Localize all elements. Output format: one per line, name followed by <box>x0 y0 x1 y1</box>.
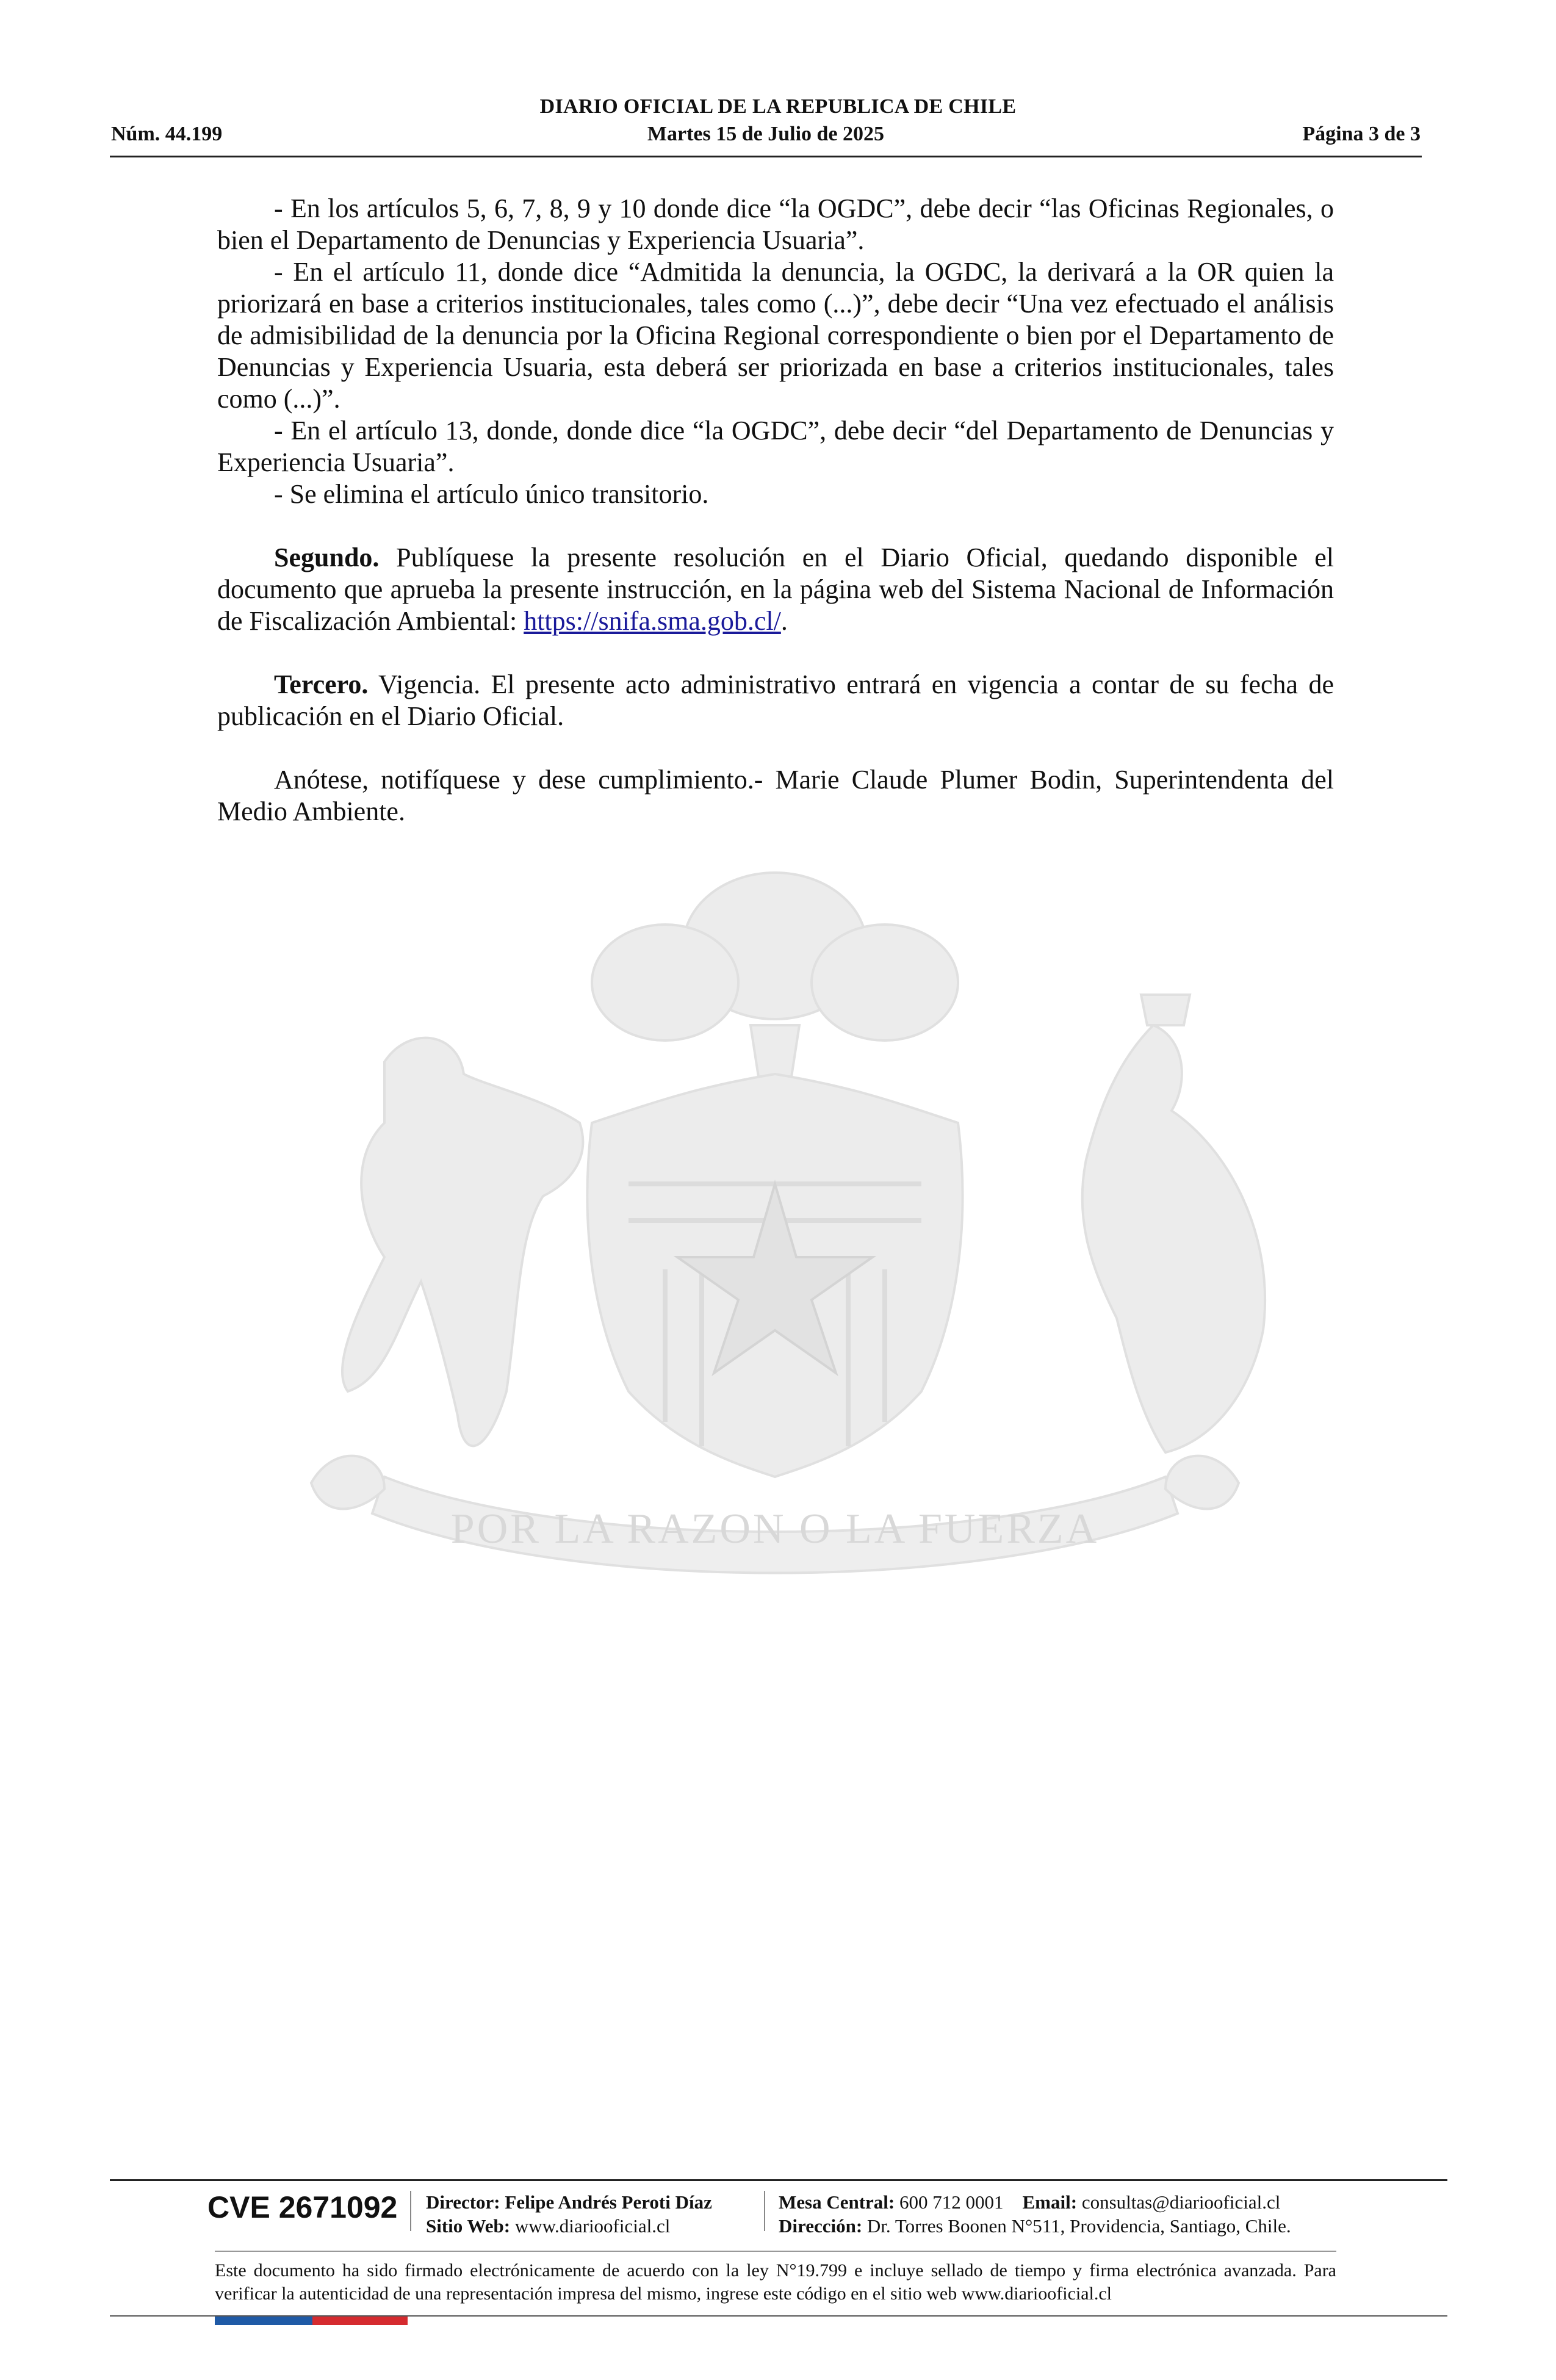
footer-contact-block <box>779 2190 1291 2238</box>
mesa-value: 600 712 0001 <box>899 2191 1004 2213</box>
address-value: Dr. Torres Boonen N°511, Providencia, Santiago, Chile. <box>866 2215 1291 2237</box>
footer-divider-mid <box>215 2251 1336 2252</box>
mesa-label: Mesa Central: <box>779 2191 895 2213</box>
segundo-paragraph: Segundo. Publíquese la presente resolución en el Diario Oficial, quedando disponible el documento que aprueba la presente instrucción, en la página web del Sistema Nacional de Información de Fiscalización Ambiental: https://snifa.sma.gob.cl/. <box>217 543 1334 636</box>
motto-text: POR LA RAZON O LA FUERZA <box>450 1506 1100 1552</box>
amendment-article-11: - En el artículo 11, donde dice “Admitida la denuncia, la OGDC, la derivará a la OR quien la priorizará en base a criterios institucionales, tales como (...)”, debe decir “Una vez efectuado el análisis de admisibilidad de la denuncia por la Oficina Regional correspondiente o bien por el Departamento de Denuncias y Experiencia Usuaria, esta deberá ser priorizada en base a criterios institucionales, tales como (...)”. <box>217 257 1334 414</box>
coat-of-arms-watermark <box>201 842 1349 1672</box>
tercero-label: Tercero. <box>274 669 369 699</box>
footer-separator <box>410 2191 411 2231</box>
condor-icon <box>1082 1025 1265 1452</box>
director-name: Felipe Andrés Peroti Díaz <box>505 2191 712 2213</box>
address-label: Dirección: <box>779 2215 863 2237</box>
header-divider <box>110 156 1422 157</box>
web-value: www.diariooficial.cl <box>514 2215 671 2237</box>
issue-number: Núm. 44.199 <box>111 123 223 145</box>
email-value: consultas@diariooficial.cl <box>1081 2191 1281 2213</box>
snifa-link[interactable]: https://snifa.sma.gob.cl/ <box>524 606 781 636</box>
closing-signature: Anótese, notifíquese y dese cumplimiento.- Marie Claude Plumer Bodin, Superintendenta del Medio Ambiente. <box>217 765 1334 826</box>
director-label: Director: <box>426 2191 500 2213</box>
issue-date: Martes 15 de Julio de 2025 <box>647 123 885 145</box>
crown-icon <box>1141 995 1190 1025</box>
tercero-text: Vigencia. El presente acto administrativo entrará en vigencia a contar de su fecha de publicación en el Diario Oficial. <box>217 669 1334 731</box>
amendment-article-13: - En el artículo 13, donde, donde dice “la OGDC”, debe decir “del Departamento de Denuncias y Experiencia Usuaria”. <box>217 416 1334 477</box>
email-label: Email: <box>1022 2191 1078 2213</box>
footer-separator <box>764 2191 765 2231</box>
footer-director-block <box>426 2190 712 2238</box>
flag-stripe-blue <box>215 2317 312 2325</box>
web-label: Sitio Web: <box>426 2215 511 2237</box>
tercero-paragraph <box>217 669 1334 732</box>
plume-left-icon <box>592 925 738 1040</box>
plume-right-icon <box>812 925 958 1040</box>
flag-stripe-red <box>312 2317 408 2325</box>
amendment-transitory-article: - Se elimina el artículo único transitorio. <box>274 479 709 509</box>
page-indicator: Página 3 de 3 <box>1302 123 1421 145</box>
amendment-articles-5-10: - En los artículos 5, 6, 7, 8, 9 y 10 donde dice “la OGDC”, debe decir “las Oficinas Regionales, o bien el Departamento de Denuncias y Experiencia Usuaria”. <box>217 193 1334 255</box>
huemul-icon <box>342 1038 583 1446</box>
document-body <box>217 193 1334 828</box>
segundo-label: Segundo. <box>274 543 380 572</box>
cve-code: CVE 2671092 <box>207 2190 398 2224</box>
footer-divider-top <box>110 2179 1447 2181</box>
legal-notice: Este documento ha sido firmado electrónicamente de acuerdo con la ley N°19.799 e incluye sellado de tiempo y firma electrónica avanzada. Para verificar la autenticidad de una representación impresa del mismo, ingrese este código en el sitio web www.diariooficial.cl <box>215 2260 1336 2304</box>
newspaper-title: DIARIO OFICIAL DE LA REPUBLICA DE CHILE <box>539 95 1017 118</box>
segundo-text: Publíquese la presente resolución en el Diario Oficial, quedando disponible el documento que aprueba la presente instrucción, en la página web del Sistema Nacional de Información de Fiscalización Ambiental: <box>217 543 1334 636</box>
